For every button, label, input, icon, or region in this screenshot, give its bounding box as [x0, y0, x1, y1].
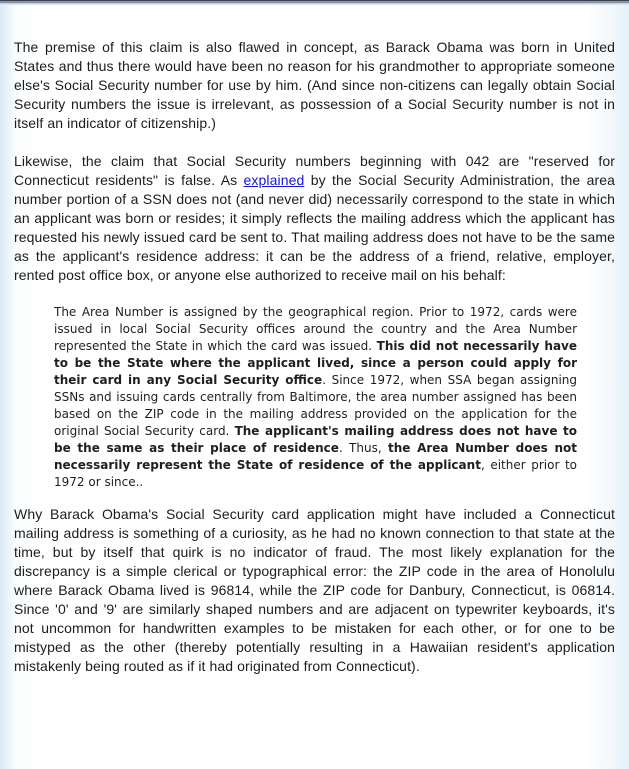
paragraph-claim-premise: The premise of this claim is also flawed in concept, as Barack Obama was born in United States and thus there would have been no reason for his grandmother to appropriate someone else's Social Security number for use by him. (And since non-citizens can legally obtain Social Security numbers the issue is irrelevant, as possession of a Social Security number is not in itself an indicator of citizenship.)	[14, 39, 615, 131]
paragraph-likewise-claim	[14, 152, 615, 285]
paragraph-zip-code-explanation: Why Barack Obama's Social Security card application might have included a Connecticut mailing address is something of a curiosity, as he had no known connection to that state at the time, but by itself that quirk is no indicator of fraud. The most likely explanation for the discrepancy is a simple clerical or typographical error: the ZIP code in the area of Honolulu where Barack Obama lived is 96814, while the ZIP code for Danbury, Connecticut, is 06814. Since '0' and '9' are similarly shaped numbers and are adjacent on typewriter keyboards, it's not uncommon for handwritten examples to be mistaken for each other, or for one to be mistyped as the other (thereby potentially resulting in a Hawaiian resident's application mistakenly being routed as if it had originated from Connecticut).	[14, 506, 615, 674]
blockquote-segment-2: . Since 1972, when SSA began assigning SSNs and issuing cards centrally from Baltimore, the area number assigned has been based on the ZIP code in the mailing address provided on the application for the original Social Security card.	[54, 373, 577, 438]
article-page	[0, 5, 629, 676]
paragraph-likewise-text-after: by the Social Security Administration, the area number portion of a SSN does not (and never did) necessarily correspond to the state in which an applicant was born or resides; it simply reflects the mailing address which the applicant has requested his newly issued card be sent to. That mailing address does not have to be the same as the applicant's residence address: it can be the address of a friend, relative, employer, rented post office box, or anyone else authorized to receive mail on his behalf:	[14, 172, 615, 283]
blockquote-bold-3: the Area Number does not necessarily represent the State of residence of the applicant	[54, 441, 577, 472]
ssa-area-number-blockquote	[54, 304, 577, 491]
blockquote-segment-1: The Area Number is assigned by the geographical region. Prior to 1972, cards were issued in local Social Security offices around the country and the Area Number represented the State in which the card was issued.	[54, 305, 577, 353]
blockquote-bold-2: The applicant's mailing address does not have to be the same as their place of residence	[54, 424, 577, 455]
explained-link[interactable]: explained	[243, 172, 305, 188]
blockquote-segment-4: , either prior to 1972 or since..	[54, 458, 578, 489]
blockquote-segment-3: . Thus,	[338, 441, 388, 455]
paragraph-likewise-text-before: Likewise, the claim that Social Security numbers beginning with 042 are "reserved for Connecticut residents" is false. As	[14, 153, 615, 188]
blockquote-bold-1: This did not necessarily have to be the State where the applicant lived, since a person could apply for their card in any Social Security office	[54, 339, 577, 387]
